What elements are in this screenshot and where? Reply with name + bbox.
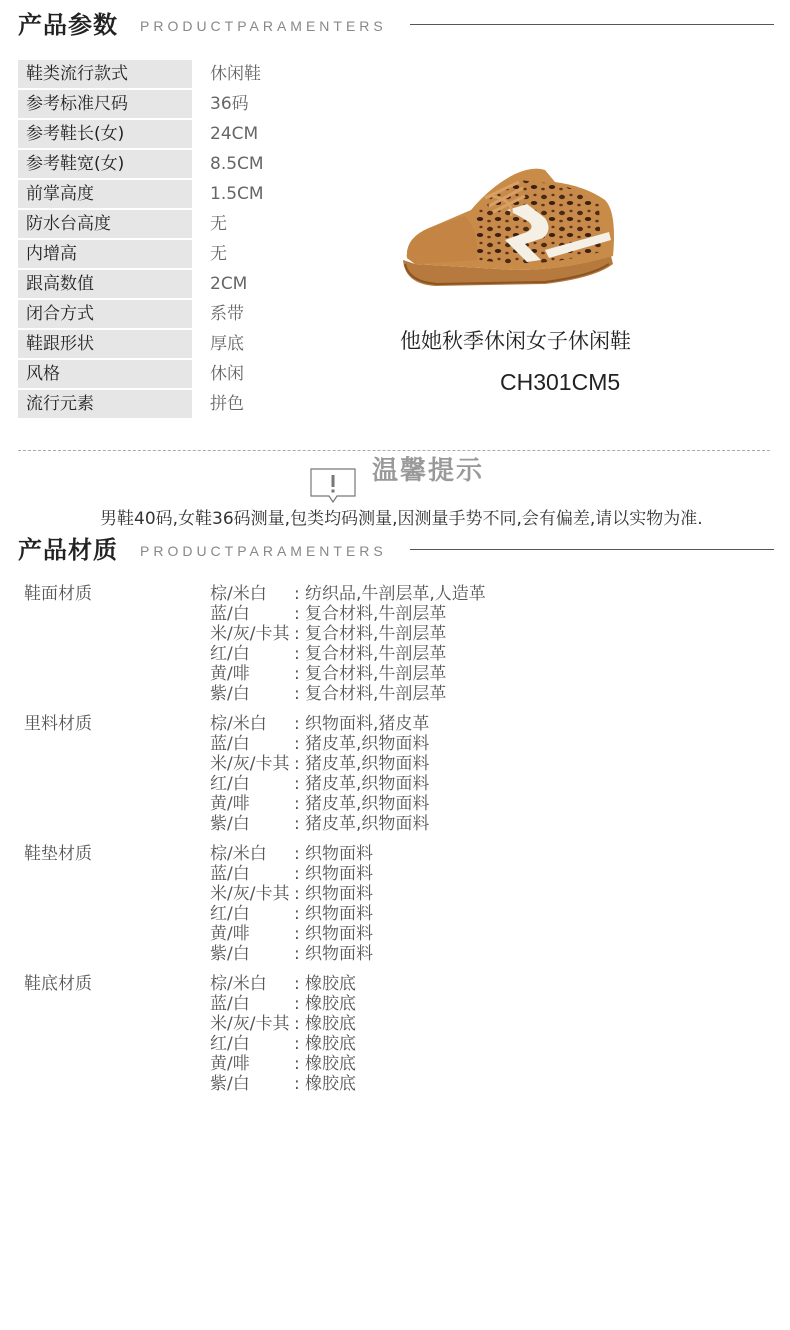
param-row xyxy=(18,270,298,300)
material-color: 紫/白 xyxy=(210,1074,250,1094)
param-key: 鞋类流行款式 xyxy=(18,60,192,88)
material-row xyxy=(210,944,764,964)
tip-title: 温馨提示 xyxy=(372,456,485,486)
param-key: 闭合方式 xyxy=(18,300,192,328)
material-row xyxy=(210,814,764,834)
param-row xyxy=(18,390,298,420)
section-header-params xyxy=(18,10,774,40)
material-color: 紫/白 xyxy=(210,944,250,964)
material-row xyxy=(210,664,764,684)
param-value: 系带 xyxy=(210,304,244,324)
colon-separator: : xyxy=(294,1074,300,1094)
header-rule xyxy=(410,24,774,25)
material-row xyxy=(210,994,764,1014)
param-key: 参考鞋宽(女) xyxy=(18,150,192,178)
param-row xyxy=(18,300,298,330)
param-value: 24CM xyxy=(210,124,259,144)
dashed-divider xyxy=(18,450,770,451)
material-row xyxy=(210,864,764,884)
colon-separator: : xyxy=(294,974,300,994)
param-value: 无 xyxy=(210,214,227,234)
material-color: 红/白 xyxy=(210,644,250,664)
material-color: 蓝/白 xyxy=(210,604,250,624)
tip-text: 男鞋40码,女鞋36码测量,包类均码测量,因测量手势不同,会有偏差,请以实物为准. xyxy=(100,509,703,529)
material-row xyxy=(210,924,764,944)
section-title: 产品材质 xyxy=(18,536,118,564)
material-color: 红/白 xyxy=(210,774,250,794)
material-row xyxy=(210,904,764,924)
param-row xyxy=(18,150,298,180)
colon-separator: : xyxy=(294,994,300,1014)
material-value: 猪皮革,织物面料 xyxy=(305,754,430,774)
material-color: 棕/米白 xyxy=(210,974,267,994)
material-value: 织物面料,猪皮革 xyxy=(305,714,430,734)
colon-separator: : xyxy=(294,1034,300,1054)
material-row xyxy=(210,624,764,644)
material-row xyxy=(210,1034,764,1054)
material-value: 复合材料,牛剖层革 xyxy=(305,684,447,704)
material-value: 橡胶底 xyxy=(305,1074,356,1094)
material-color: 黄/啡 xyxy=(210,664,250,684)
colon-separator: : xyxy=(294,864,300,884)
material-value: 织物面料 xyxy=(305,904,373,924)
colon-separator: : xyxy=(294,1054,300,1074)
material-row xyxy=(210,714,764,734)
material-color: 棕/米白 xyxy=(210,844,267,864)
param-value: 休闲鞋 xyxy=(210,64,261,84)
material-row xyxy=(210,754,764,774)
material-row xyxy=(210,1014,764,1034)
material-row xyxy=(210,884,764,904)
shoe-image xyxy=(395,160,625,295)
material-value: 橡胶底 xyxy=(305,1034,356,1054)
param-key: 参考标准尺码 xyxy=(18,90,192,118)
param-key: 防水台高度 xyxy=(18,210,192,238)
colon-separator: : xyxy=(294,794,300,814)
material-color: 棕/米白 xyxy=(210,584,267,604)
material-color: 蓝/白 xyxy=(210,864,250,884)
param-row xyxy=(18,60,298,90)
material-row xyxy=(210,1074,764,1094)
material-color: 红/白 xyxy=(210,904,250,924)
material-color: 米/灰/卡其 xyxy=(210,624,290,644)
param-value: 无 xyxy=(210,244,227,264)
material-row xyxy=(210,734,764,754)
colon-separator: : xyxy=(294,624,300,644)
material-color: 棕/米白 xyxy=(210,714,267,734)
material-value: 复合材料,牛剖层革 xyxy=(305,624,447,644)
material-row xyxy=(210,974,764,994)
material-color: 蓝/白 xyxy=(210,994,250,1014)
param-key: 流行元素 xyxy=(18,390,192,418)
colon-separator: : xyxy=(294,644,300,664)
material-label: 鞋垫材质 xyxy=(24,844,92,864)
material-row xyxy=(210,644,764,664)
colon-separator: : xyxy=(294,714,300,734)
material-group xyxy=(24,714,764,834)
material-value: 橡胶底 xyxy=(305,974,356,994)
material-row xyxy=(210,684,764,704)
material-row xyxy=(210,794,764,814)
material-value: 织物面料 xyxy=(305,844,373,864)
param-value: 拼色 xyxy=(210,394,244,414)
section-subtitle: PRODUCTPARAMENTERS xyxy=(140,18,387,34)
param-row xyxy=(18,330,298,360)
colon-separator: : xyxy=(294,684,300,704)
param-key: 风格 xyxy=(18,360,192,388)
material-row xyxy=(210,604,764,624)
colon-separator: : xyxy=(294,904,300,924)
product-name: 他她秋季休闲女子休闲鞋 xyxy=(400,329,631,353)
section-header-materials xyxy=(18,535,774,565)
material-value: 橡胶底 xyxy=(305,994,356,1014)
colon-separator: : xyxy=(294,844,300,864)
param-row xyxy=(18,360,298,390)
param-key: 前掌高度 xyxy=(18,180,192,208)
material-value: 橡胶底 xyxy=(305,1014,356,1034)
material-value: 橡胶底 xyxy=(305,1054,356,1074)
material-row xyxy=(210,844,764,864)
material-label: 里料材质 xyxy=(24,714,92,734)
param-value: 8.5CM xyxy=(210,154,264,174)
material-group xyxy=(24,584,764,704)
material-value: 猪皮革,织物面料 xyxy=(305,794,430,814)
colon-separator: : xyxy=(294,774,300,794)
material-color: 蓝/白 xyxy=(210,734,250,754)
colon-separator: : xyxy=(294,1014,300,1034)
colon-separator: : xyxy=(294,944,300,964)
section-title: 产品参数 xyxy=(18,11,118,39)
colon-separator: : xyxy=(294,884,300,904)
material-value: 复合材料,牛剖层革 xyxy=(305,644,447,664)
param-value: 2CM xyxy=(210,274,248,294)
param-key: 内增高 xyxy=(18,240,192,268)
colon-separator: : xyxy=(294,754,300,774)
material-color: 米/灰/卡其 xyxy=(210,754,290,774)
material-row xyxy=(210,584,764,604)
material-value: 复合材料,牛剖层革 xyxy=(305,604,447,624)
param-key: 跟高数值 xyxy=(18,270,192,298)
params-table xyxy=(18,60,298,420)
material-value: 织物面料 xyxy=(305,864,373,884)
colon-separator: : xyxy=(294,664,300,684)
param-value: 厚底 xyxy=(210,334,244,354)
param-row xyxy=(18,90,298,120)
colon-separator: : xyxy=(294,584,300,604)
param-row xyxy=(18,180,298,210)
param-value: 36码 xyxy=(210,94,249,114)
material-label: 鞋面材质 xyxy=(24,584,92,604)
material-value: 纺织品,牛剖层革,人造革 xyxy=(305,584,486,604)
materials-table xyxy=(24,584,764,1104)
speech-bubble-icon xyxy=(310,468,356,504)
material-label: 鞋底材质 xyxy=(24,974,92,994)
material-value: 猪皮革,织物面料 xyxy=(305,774,430,794)
material-value: 猪皮革,织物面料 xyxy=(305,814,430,834)
product-code: CH301CM5 xyxy=(500,369,621,395)
material-group xyxy=(24,844,764,964)
param-row xyxy=(18,120,298,150)
header-rule xyxy=(410,549,774,550)
param-row xyxy=(18,240,298,270)
material-color: 米/灰/卡其 xyxy=(210,1014,290,1034)
material-value: 织物面料 xyxy=(305,944,373,964)
material-row xyxy=(210,774,764,794)
material-value: 织物面料 xyxy=(305,884,373,904)
material-color: 黄/啡 xyxy=(210,794,250,814)
material-color: 米/灰/卡其 xyxy=(210,884,290,904)
material-value: 织物面料 xyxy=(305,924,373,944)
material-color: 黄/啡 xyxy=(210,1054,250,1074)
material-color: 黄/啡 xyxy=(210,924,250,944)
colon-separator: : xyxy=(294,814,300,834)
section-subtitle: PRODUCTPARAMENTERS xyxy=(140,543,387,559)
param-row xyxy=(18,210,298,240)
material-color: 红/白 xyxy=(210,1034,250,1054)
colon-separator: : xyxy=(294,604,300,624)
colon-separator: : xyxy=(294,734,300,754)
material-color: 紫/白 xyxy=(210,684,250,704)
param-key: 鞋跟形状 xyxy=(18,330,192,358)
material-row xyxy=(210,1054,764,1074)
material-value: 猪皮革,织物面料 xyxy=(305,734,430,754)
material-color: 紫/白 xyxy=(210,814,250,834)
material-group xyxy=(24,974,764,1094)
param-value: 休闲 xyxy=(210,364,244,384)
colon-separator: : xyxy=(294,924,300,944)
material-value: 复合材料,牛剖层革 xyxy=(305,664,447,684)
param-value: 1.5CM xyxy=(210,184,264,204)
param-key: 参考鞋长(女) xyxy=(18,120,192,148)
